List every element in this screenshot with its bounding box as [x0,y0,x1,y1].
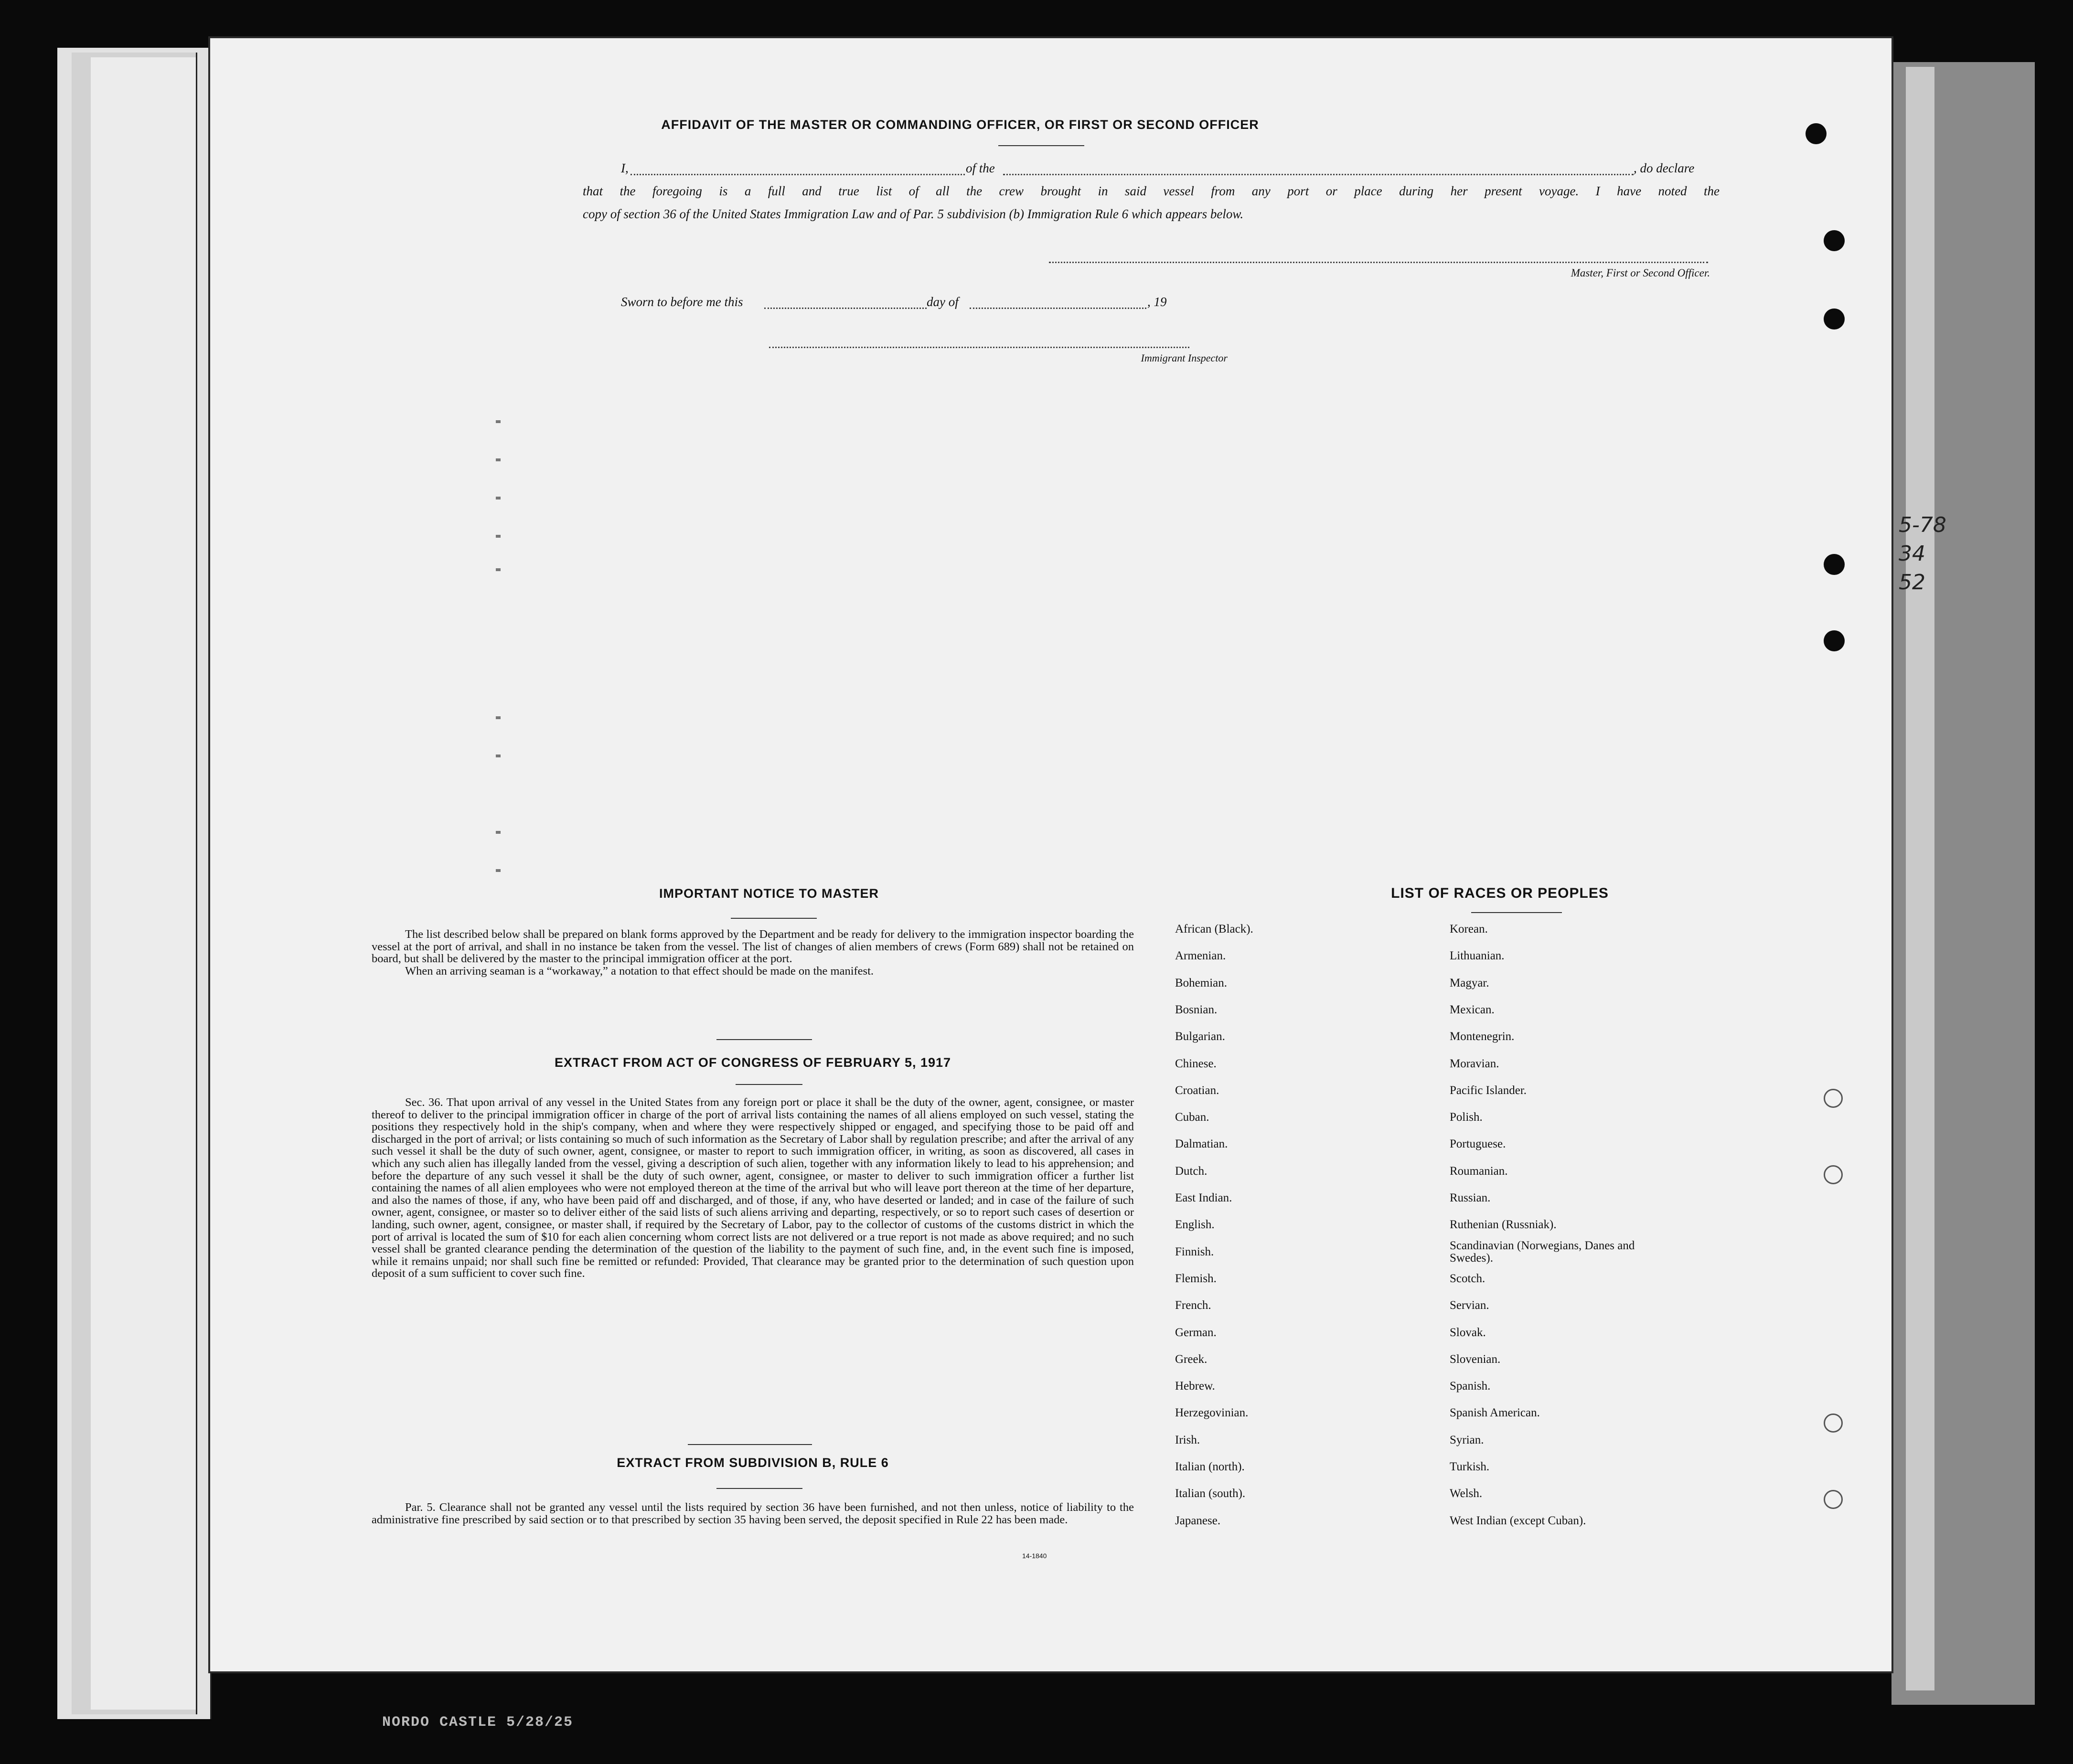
affidavit-line-2: that the foregoing is a full and true list of all the crew brought in said vessel from any port or place during her present voyage. I have noted the [583,184,1720,198]
punch-hole [1824,630,1845,651]
race-item: Magyar. [1450,976,1489,989]
race-item: Greek. [1175,1352,1207,1366]
race-item: African (Black). [1175,923,1253,935]
race-item: Korean. [1450,923,1488,935]
race-item: Chinese. [1175,1057,1217,1070]
race-item: West Indian (except Cuban). [1450,1514,1586,1527]
race-item: Armenian. [1175,949,1226,963]
race-item: Finnish. [1175,1245,1214,1258]
race-item: Italian (north). [1175,1460,1245,1473]
race-item: Dalmatian. [1175,1137,1228,1151]
notice-paragraph-1: The list described below shall be prepared on blank forms approved by the Department and be ready for delivery to the immigration inspector boarding the vessel at the port of arrival, and shall in no instance be taken from the vessel. The list of changes of alien members of crews (Form 689) shall not be retained on board, but shall be delivered by the master to the principal immigration officer at the port. [372,928,1134,966]
punch-hole [1806,123,1827,144]
signer-label: Master, First or Second Officer. [1571,267,1710,279]
ruling-mark [496,869,501,872]
divider [998,145,1084,146]
background-page-stack [91,57,197,1710]
day-of-label: day of [927,295,959,309]
ruling-mark [496,497,501,499]
year-label: , 19 [1147,295,1167,309]
race-item: Polish. [1450,1111,1483,1124]
background-page-edge [1906,67,1934,1690]
section-36-text: Sec. 36. That upon arrival of any vessel in the United States from any foreign port or place it shall be the duty of the owner, agent, consignee, or master thereof to deliver to the principal immigration officer in charge of the port of arrival lists containing the names of all aliens employed on such vessel, stating the positions they respectively hold in the ship's company, when and where they were respectively shipped or engaged, and specifying those to be paid off and discharged in the port of arrival; or lists containing so much of such information as the Secretary of Labor shall by regulation prescribe; and after the arrival of any such vessel it shall be the duty of such owner, agent, consignee, or master to report to such immigration officer, in writing, as soon as discovered, all cases in which any such alien has illegally landed from the vessel, giving a description of such alien, together with any information likely to lead to his apprehension; and before the departure of any such vessel it shall be the duty of such owner, agent, consignee, or master to deliver to such immigration officer a further list containing the names of all alien employees who were not employed thereon at the time of the arrival but who will leave port thereon at the time of her departure, and also the names of those, if any, who have been paid off and discharged, and of those, if any, who have deserted or landed; and in case of the failure of such owner, agent, consignee, or master so to deliver either of the said lists of such aliens arriving and departing, respectively, or so to report such cases of desertion or landing, such owner, agent, consignee, or master shall, if required by the Secretary of Labor, pay to the collector of customs of the customs district in which the port of arrival is located the sum of $10 for each alien concerning whom correct lists are not delivered or a true report is not made as above required; and no such vessel shall be granted clearance pending the determination of the question of the liability to the payment of such fine, and, in the event such fine is imposed, while it remains unpaid; nor shall such fine be remitted or refunded: Provided, That clearance may be granted prior to the determination of such question upon deposit of a sum sufficient to cover such fine. [372,1096,1134,1280]
race-item: Bohemian. [1175,976,1228,989]
race-item: Hebrew. [1175,1380,1215,1393]
race-item: Pacific Islander. [1450,1084,1527,1097]
punch-hole [1824,554,1845,575]
race-item: Cuban. [1175,1111,1209,1124]
divider [716,1039,812,1040]
affidavit-line-3: copy of section 36 of the United States Immigration Law and of Par. 5 subdivision (b) Immigration Rule 6 which appears below. [583,207,1244,221]
race-item: Italian (south). [1175,1487,1246,1500]
extract-act-text [372,1096,1134,1280]
race-item: Moravian. [1450,1057,1499,1070]
race-item: Herzegovinian. [1175,1406,1249,1420]
extract-act-title: EXTRACT FROM ACT OF CONGRESS OF FEBRUARY 5, 1917 [554,1055,951,1070]
race-item: Slovenian. [1450,1352,1501,1366]
notice-text [372,928,1134,977]
notice-title: IMPORTANT NOTICE TO MASTER [659,886,879,901]
ruling-mark [496,754,501,757]
race-item: Dutch. [1175,1164,1207,1178]
race-item: Mexican. [1450,1003,1495,1016]
affidavit-line-1 [210,157,1739,180]
race-item: Japanese. [1175,1514,1221,1527]
race-item: Lithuanian. [1450,949,1505,963]
race-item: English. [1175,1218,1215,1232]
form-code: 14-1840 [1022,1552,1047,1560]
ruling-mark [496,458,501,461]
affidavit-declare: , do declare [1634,161,1695,175]
race-item: Montenegrin. [1450,1030,1515,1043]
race-item: Bosnian. [1175,1003,1218,1016]
divider [1471,912,1562,913]
affidavit-i: I, [621,161,629,175]
affidavit-title: AFFIDAVIT OF THE MASTER OR COMMANDING OFFICER, OR FIRST OR SECOND OFFICER [661,117,1259,132]
document-page [210,38,1891,1671]
punch-hole [1824,230,1845,251]
race-item: Spanish American. [1450,1406,1540,1420]
margin-notes: 5-78 34 52 [1899,513,1946,595]
race-item: Flemish. [1175,1272,1217,1285]
race-item: Welsh. [1450,1487,1483,1500]
punch-hole [1824,1089,1843,1108]
race-item: Syrian. [1450,1433,1484,1446]
ruling-mark [496,420,501,423]
race-item: Turkish. [1450,1460,1490,1473]
par-5-text: Par. 5. Clearance shall not be granted any vessel until the lists required by section 36 have been furnished, and not then unless, notice of liability to the administrative fine prescribed by said section or to that prescribed by section 35 having been served, the deposit specified in Rule 22 has been made. [372,1501,1134,1526]
race-item: Roumanian. [1450,1164,1508,1178]
punch-hole [1824,308,1845,329]
punch-hole [1824,1413,1843,1433]
sworn-prefix: Sworn to before me this [621,295,743,309]
races-title: LIST OF RACES OR PEOPLES [1391,885,1609,901]
inspector-label: Immigrant Inspector [1141,352,1228,364]
race-item: German. [1175,1326,1217,1339]
ruling-mark [496,535,501,538]
race-item: Slovak. [1450,1326,1486,1339]
ruling-mark [496,568,501,571]
month-blank [970,308,1146,309]
race-item: Scotch. [1450,1272,1485,1285]
race-item: Spanish. [1450,1380,1491,1393]
divider [716,1488,802,1489]
divider [688,1444,812,1445]
ruling-mark [496,716,501,719]
punch-hole [1824,1490,1843,1509]
race-item: Scandinavian (Norwegians, Danes and Swedes). [1450,1239,1635,1265]
day-blank [764,308,927,309]
extract-rule-title: EXTRACT FROM SUBDIVISION B, RULE 6 [617,1456,889,1470]
divider [731,918,817,919]
race-item: Russian. [1450,1191,1491,1204]
punch-hole [1824,1165,1843,1184]
affidavit-of-the: of the [966,161,995,175]
race-item: East Indian. [1175,1191,1232,1204]
notice-paragraph-2: When an arriving seaman is a “workaway,” a notation to that effect should be made on the manifest. [405,964,874,978]
divider [736,1084,802,1085]
race-item: French. [1175,1299,1211,1312]
bottom-stamp-label: NORDO CASTLE 5/28/25 [382,1714,574,1731]
sworn-line [210,290,1739,313]
race-item: Irish. [1175,1433,1200,1446]
race-item: Portuguese. [1450,1137,1506,1151]
race-item: Bulgarian. [1175,1030,1225,1043]
ruling-mark [496,831,501,834]
name-blank [630,174,965,175]
race-item: Ruthenian (Russniak). [1450,1218,1557,1232]
race-item: Servian. [1450,1299,1489,1312]
race-item: Croatian. [1175,1084,1219,1097]
vessel-blank [1003,174,1634,175]
extract-rule-text [372,1501,1134,1526]
